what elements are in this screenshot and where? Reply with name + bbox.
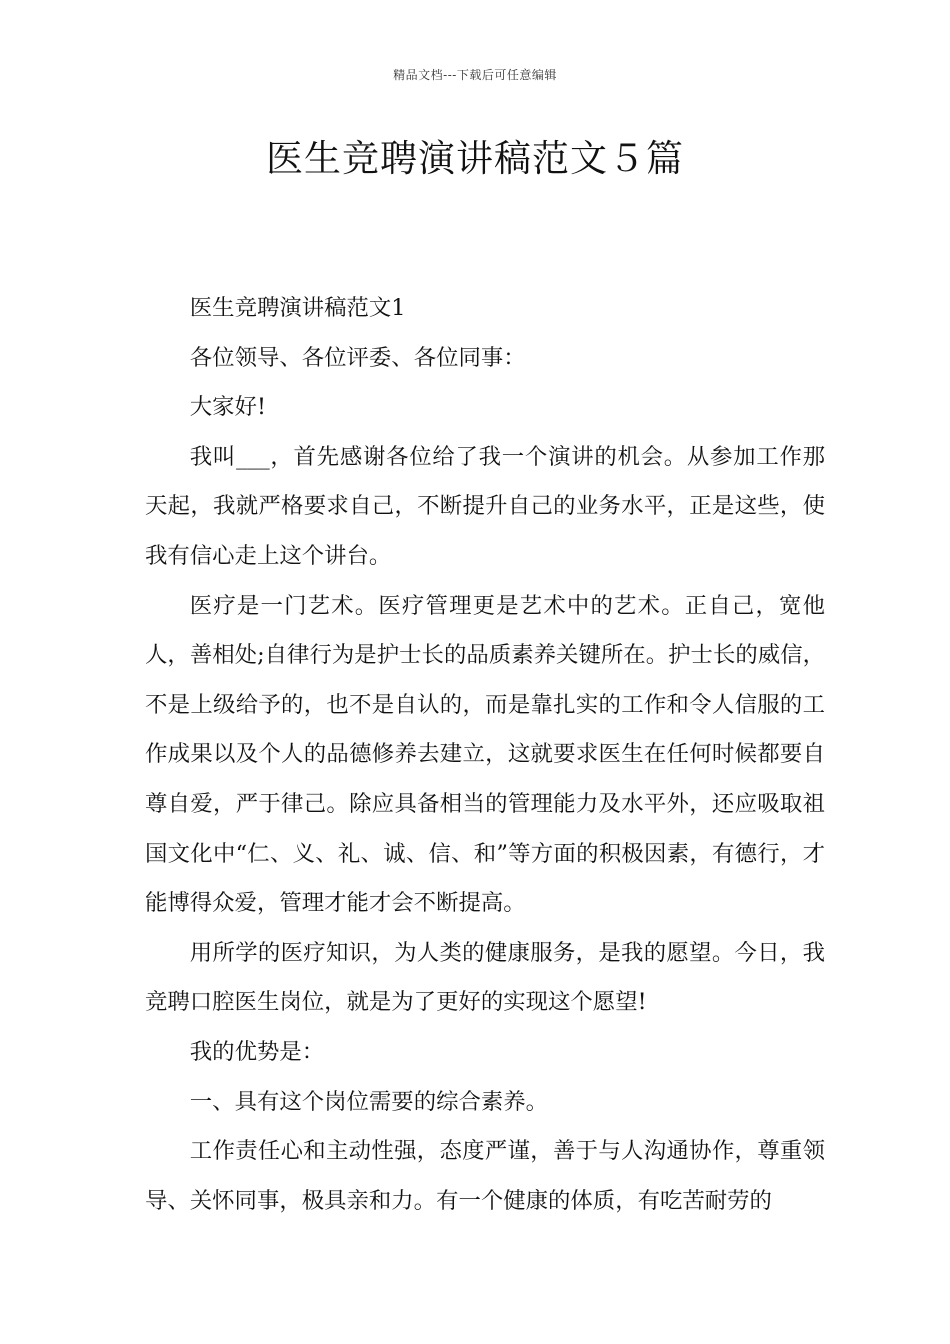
header-note: 精品文档---下载后可任意编辑	[393, 68, 557, 82]
paragraph: 我的优势是：	[189, 1038, 325, 1065]
document-body	[145, 284, 825, 1226]
paragraph: 工作责任心和主动性强，态度严谨，善于与人沟通协作，尊重领导、关怀同事，极具亲和力。有一个健康的体质，有吃苦耐劳的	[145, 1138, 825, 1214]
paragraph: 医疗是一门艺术。医疗管理更是艺术中的艺术。正自己，宽他人，善相处;自律行为是护士长的品质素养关键所在。护士长的威信，不是上级给予的，也不是自认的，而是靠扎实的工作和令人信服的工作成果以及个人的品德修养去建立，这就要求医生在任何时候都要自尊自爱，严于律己。除应具备相当的管理能力及水平外，还应吸取祖国文化中“仁、义、礼、诚、信、和”等方面的积极因素，有德行，才能博得众爱，管理才能才会不断提高。	[145, 592, 825, 917]
salutation: 各位领导、各位评委、各位同事：	[189, 344, 526, 371]
paragraph: 用所学的医疗知识，为人类的健康服务，是我的愿望。今日，我竞聘口腔医生岗位，就是为了更好的实现这个愿望!	[145, 939, 825, 1016]
document-title: 医生竞聘演讲稿范文５篇	[266, 137, 684, 180]
list-heading: 一、具有这个岗位需要的综合素养。	[189, 1088, 549, 1115]
greeting: 大家好!	[189, 394, 266, 421]
section-heading: 医生竞聘演讲稿范文1	[189, 295, 406, 321]
paragraph: 我叫___，首先感谢各位给了我一个演讲的机会。从参加工作那天起，我就严格要求自己，不断提升自己的业务水平，正是这些，使我有信心走上这个讲台。	[145, 443, 825, 569]
